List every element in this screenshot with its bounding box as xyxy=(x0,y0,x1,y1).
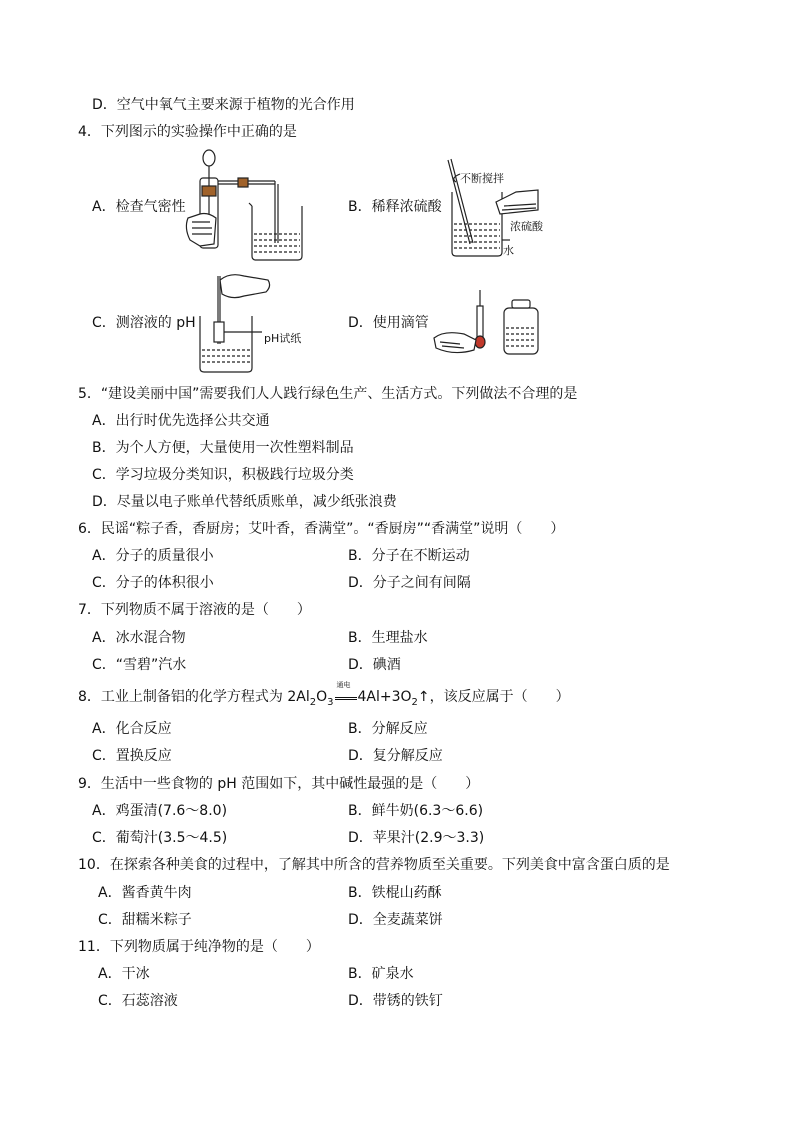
reaction-condition: 通电 xyxy=(336,681,351,689)
q7-option-d: D．碘酒 xyxy=(348,657,401,673)
stir-label: 不断搅拌 xyxy=(460,172,504,185)
q6-option-b: B．分子在不断运动 xyxy=(348,548,470,564)
q4-option-d: D．使用滴管 xyxy=(348,315,429,331)
q11-option-b: B．矿泉水 xyxy=(348,966,414,982)
q6-option-c: C．分子的体积很小 xyxy=(92,575,214,591)
q10-stem: 10．在探索各种美食的过程中，了解其中所含的营养物质至关重要。下列美食中富含蛋白质的是 xyxy=(78,857,670,873)
q8-option-d: D．复分解反应 xyxy=(348,748,443,764)
q5-option-d: D．尽量以电子账单代替纸质账单，减少纸张浪费 xyxy=(92,494,397,510)
q11-stem: 11．下列物质属于纯净物的是（ ） xyxy=(78,939,320,955)
q9-option-c: C．葡萄汁(3.5～4.5) xyxy=(92,830,228,846)
q5-option-c: C．学习垃圾分类知识，积极践行垃圾分类 xyxy=(92,467,354,483)
subscript-2: 2 xyxy=(309,696,317,708)
q5-option-a: A．出行时优先选择公共交通 xyxy=(92,413,270,429)
q7-option-b: B．生理盐水 xyxy=(348,630,428,646)
subscript-3: 3 xyxy=(327,696,334,708)
q10-option-d: D．全麦蔬菜饼 xyxy=(348,912,443,928)
acid-label: 浓硫酸 xyxy=(510,220,543,233)
q6-option-d: D．分子之间有间隔 xyxy=(348,575,471,591)
q10-option-c: C．甜糯米粽子 xyxy=(98,912,192,928)
q6-stem: 6．民谣“粽子香，香厨房；艾叶香，香满堂”。“香厨房”“香满堂”说明（ ） xyxy=(78,521,565,537)
q11-option-c: C．石蕊溶液 xyxy=(98,993,178,1009)
q5-option-b: B．为个人方便，大量使用一次性塑料制品 xyxy=(92,440,354,456)
q9-stem: 9．生活中一些食物的 pH 范围如下，其中碱性最强的是（ ） xyxy=(78,776,480,792)
q4-stem: 4．下列图示的实验操作中正确的是 xyxy=(78,124,297,140)
q9-option-a: A．鸡蛋清(7.6～8.0) xyxy=(92,803,228,819)
q4-option-b: B．稀释浓硫酸 xyxy=(348,199,442,215)
q8-option-c: C．置换反应 xyxy=(92,748,172,764)
q7-stem: 7．下列物质不属于溶液的是（ ） xyxy=(78,602,311,618)
water-label: 水 xyxy=(503,244,514,257)
q11-option-d: D．带锈的铁钉 xyxy=(348,993,443,1009)
q6-option-a: A．分子的质量很小 xyxy=(92,548,214,564)
q10-option-a: A．酱香黄牛肉 xyxy=(98,885,192,901)
q9-option-b: B．鲜牛奶(6.3～6.6) xyxy=(348,803,484,819)
subscript-2b: 2 xyxy=(411,696,418,708)
reaction-arrow xyxy=(335,681,357,706)
q8-option-b: B．分解反应 xyxy=(348,721,428,737)
q8-stem: 8．工业上制备铝的化学方程式为 $2Al_2O_3$ 通电 $4Al+3O_2↑$，该反应属于（ ） xyxy=(78,681,570,708)
q11-option-a: A．干冰 xyxy=(98,966,150,982)
q7-option-a: A．冰水混合物 xyxy=(92,630,186,646)
q5-stem: 5．“建设美丽中国”需要我们人人践行绿色生产、生活方式。下列做法不合理的是 xyxy=(78,386,578,402)
q4-option-a: A．检查气密性 xyxy=(92,199,186,215)
q9-option-d: D．苹果汁(2.9～3.3) xyxy=(348,830,485,846)
airtightness-check-figure xyxy=(180,148,310,266)
dropper-figure xyxy=(430,286,550,362)
q3-option-d: D．空气中氧气主要来源于植物的光合作用 xyxy=(92,97,355,113)
q7-option-c: C．“雪碧”汽水 xyxy=(92,657,187,673)
q10-option-b: B．铁棍山药酥 xyxy=(348,885,442,901)
q8-option-a: A．化合反应 xyxy=(92,721,172,737)
ph-paper-label: pH试纸 xyxy=(264,332,302,345)
ph-measure-figure xyxy=(196,270,276,374)
q4-option-c: C．测溶液的 pH xyxy=(92,315,196,331)
